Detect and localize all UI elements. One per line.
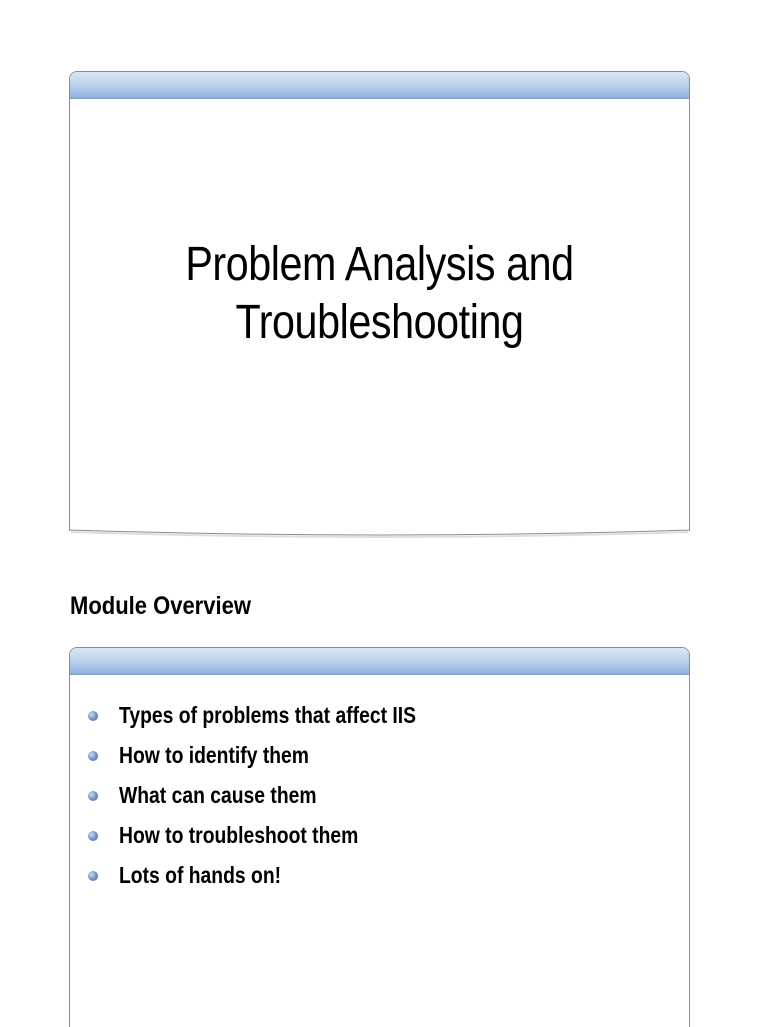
bullet-icon bbox=[88, 831, 98, 841]
slide-title bbox=[113, 236, 645, 352]
overview-slide bbox=[69, 647, 690, 1027]
list-item: How to identify them bbox=[88, 738, 473, 778]
bullet-icon bbox=[88, 751, 98, 761]
title-slide bbox=[69, 71, 690, 531]
slide-header-bar bbox=[70, 648, 689, 675]
bullet-list bbox=[88, 698, 473, 898]
bullet-icon bbox=[88, 791, 98, 801]
bullet-icon bbox=[88, 711, 98, 721]
list-item: How to troubleshoot them bbox=[88, 818, 473, 858]
slide-title-line-2: Troubleshooting bbox=[235, 296, 524, 350]
list-item: What can cause them bbox=[88, 778, 473, 818]
slide-header-bar bbox=[70, 72, 689, 99]
list-item: Lots of hands on! bbox=[88, 858, 473, 898]
slide-page-curl bbox=[69, 518, 690, 538]
slide-title-line-1: Problem Analysis and bbox=[185, 238, 574, 292]
list-item: Types of problems that affect IIS bbox=[88, 698, 473, 738]
bullet-icon bbox=[88, 871, 98, 881]
section-heading: Module Overview bbox=[70, 592, 251, 620]
